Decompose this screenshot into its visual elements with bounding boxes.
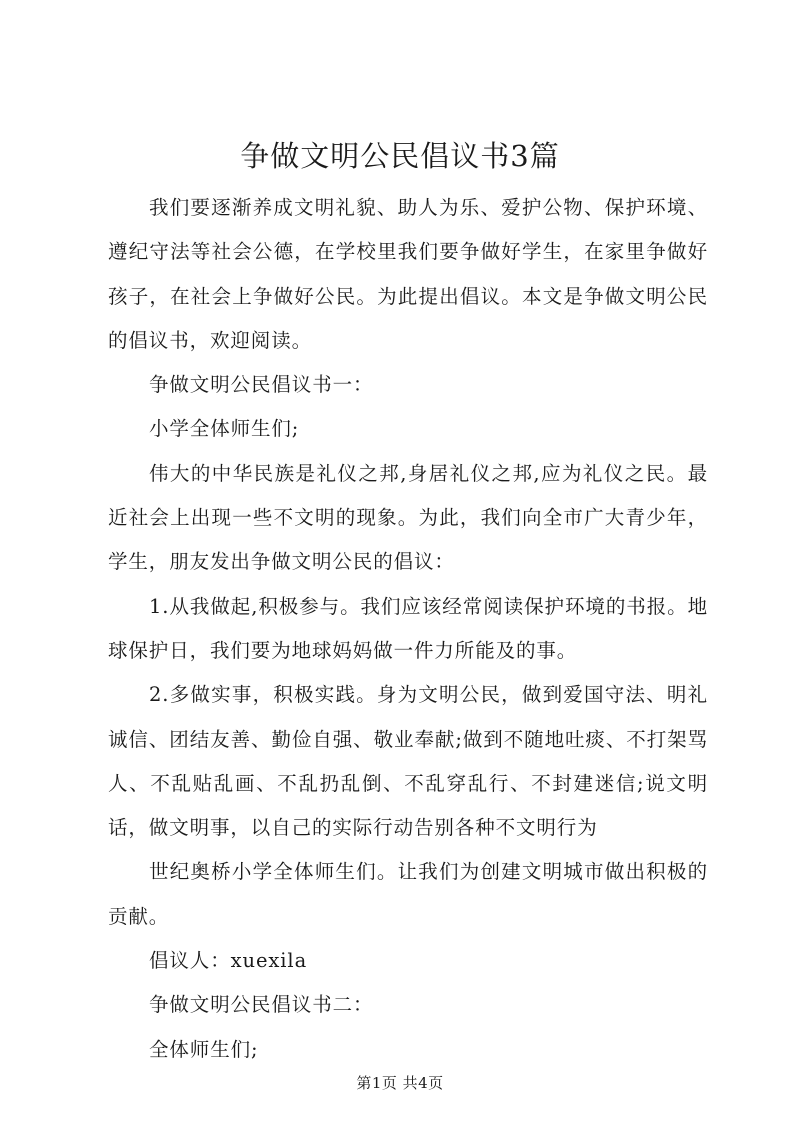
list-item-two: 2.多做实事，积极实践。身为文明公民，做到爱国守法、明礼诚信、团结友善、勤俭自强、敬业奉献;做到不随地吐痰、不打架骂人、不乱贴乱画、不乱扔乱倒、不乱穿乱行、不封建迷信;说文明话，做文明事，以自己的实际行动告别各种不文明行为 <box>108 683 708 840</box>
section-heading-two: 争做文明公民倡议书二： <box>149 993 374 1017</box>
section-heading-one: 争做文明公民倡议书一： <box>149 373 374 397</box>
page-number-footer: 第1页 共4页 <box>356 1074 444 1092</box>
intro-paragraph: 我们要逐渐养成文明礼貌、助人为乐、爱护公物、保护环境、遵纪守法等社会公德，在学校里我们要争做好学生，在家里争做好孩子，在社会上争做好公民。为此提出倡议。本文是争做文明公民的倡议书，欢迎阅读。 <box>108 196 708 352</box>
salutation-one: 小学全体师生们; <box>149 417 300 441</box>
document-body <box>108 186 708 1072</box>
document-title: 争做文明公民倡议书3篇 <box>240 139 560 173</box>
closing-paragraph: 世纪奥桥小学全体师生们。让我们为创建文明城市做出积极的贡献。 <box>108 860 708 928</box>
list-item-one: 1.从我做起,积极参与。我们应该经常阅读保护环境的书报。地球保护日，我们要为地球妈妈做一件力所能及的事。 <box>108 594 708 662</box>
signature-line: 倡议人：xuexila <box>149 949 308 973</box>
salutation-two: 全体师生们; <box>149 1037 259 1061</box>
body-paragraph: 伟大的中华民族是礼仪之邦,身居礼仪之邦,应为礼仪之民。最近社会上出现一些不文明的现象。为此，我们向全市广大青少年，学生，朋友发出争做文明公民的倡议： <box>108 461 708 574</box>
